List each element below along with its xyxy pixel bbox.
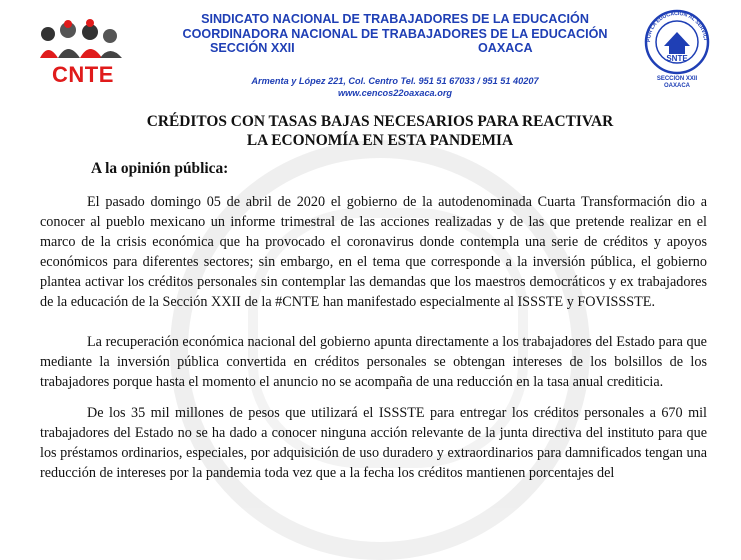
paragraph-text: El pasado domingo 05 de abril de 2020 el gobierno de la autodenominada Cuarta Transformación dio a conocer al pueblo mexicano un informe trimestral de las acciones realizadas y de las que pretende realizar en el marco de la crisis económica que ha provocado el coronavirus donde contempla una serie de créditos y apoyos económicos para diferentes sectores; sin embargo, en el tema que corresponde a la inversión pública, el gobierno plantea activar los créditos personales sin contemplar las demandas que los maestros democráticos y ex trabajadores de la educación de la Sección XXII de la #CNTE han manifestado especialmente al ISSSTE y FOVISSSTE.: [40, 194, 707, 310]
document-title: [100, 112, 660, 150]
cnte-logo: [38, 18, 128, 87]
cnte-logo-text: CNTE: [52, 62, 114, 87]
city-label: OAXACA: [478, 41, 533, 55]
union-title-line3: [160, 41, 630, 56]
cnte-figures-icon: [38, 18, 128, 66]
snte-ring-text: POR LA EDUCACION AL SERVICI: [645, 10, 708, 43]
snte-section-text: SECCION XXII: [656, 76, 698, 82]
snte-logo-text: SNTE: [666, 54, 688, 63]
title-line1: CRÉDITOS CON TASAS BAJAS NECESARIOS PARA REACTIVAR: [146, 113, 614, 130]
letterhead: [0, 0, 741, 100]
salutation: A la opinión pública:: [91, 160, 229, 177]
union-title-line2: COORDINADORA NACIONAL DE TRABAJADORES DE LA EDUCACIÓN: [182, 26, 608, 41]
contact-info: [180, 75, 610, 99]
paragraph-text: La recuperación económica nacional del gobierno apunta directamente a los trabajadores del Estado para que mediante la inversión pública convertida en créditos personales se obtengan intereses de los bolsillos de los trabajadores porque hasta el momento el anuncio no se acompaña de una reducción en la tasa anual crediticia.: [40, 334, 707, 390]
paragraph-text: De los 35 mil millones de pesos que utilizará el ISSSTE para entregar los créditos personales a 670 mil trabajadores del Estado no se ha dado a conocer ninguna acción relevante de la junta directiva del instituto para que los préstamos ordinarios, especiales, por adquisición de uso duradero y extraordinarios para damnificados tengan una reducción de intereses por la pandemia toda vez que a la fecha los créditos mantienen porcentajes del: [40, 405, 707, 481]
snte-logo: [644, 8, 710, 90]
website-link[interactable]: www.cencos22oaxaca.org: [337, 88, 453, 98]
title-line2: LA ECONOMÍA EN ESTA PANDEMIA: [246, 132, 514, 149]
union-title-line1: SINDICATO NACIONAL DE TRABAJADORES DE LA EDUCACIÓN: [201, 12, 589, 26]
snte-seal-icon: [644, 8, 710, 90]
address-line: Armenta y López 221, Col. Centro Tel. 951 51 67033 / 951 51 40207: [251, 76, 539, 86]
paragraph: [40, 332, 707, 392]
snte-city-text: OAXACA: [663, 83, 691, 89]
paragraph: [40, 192, 707, 312]
union-title: [160, 12, 630, 56]
section-label: SECCIÓN XXII: [210, 41, 295, 55]
paragraph: [40, 403, 707, 483]
